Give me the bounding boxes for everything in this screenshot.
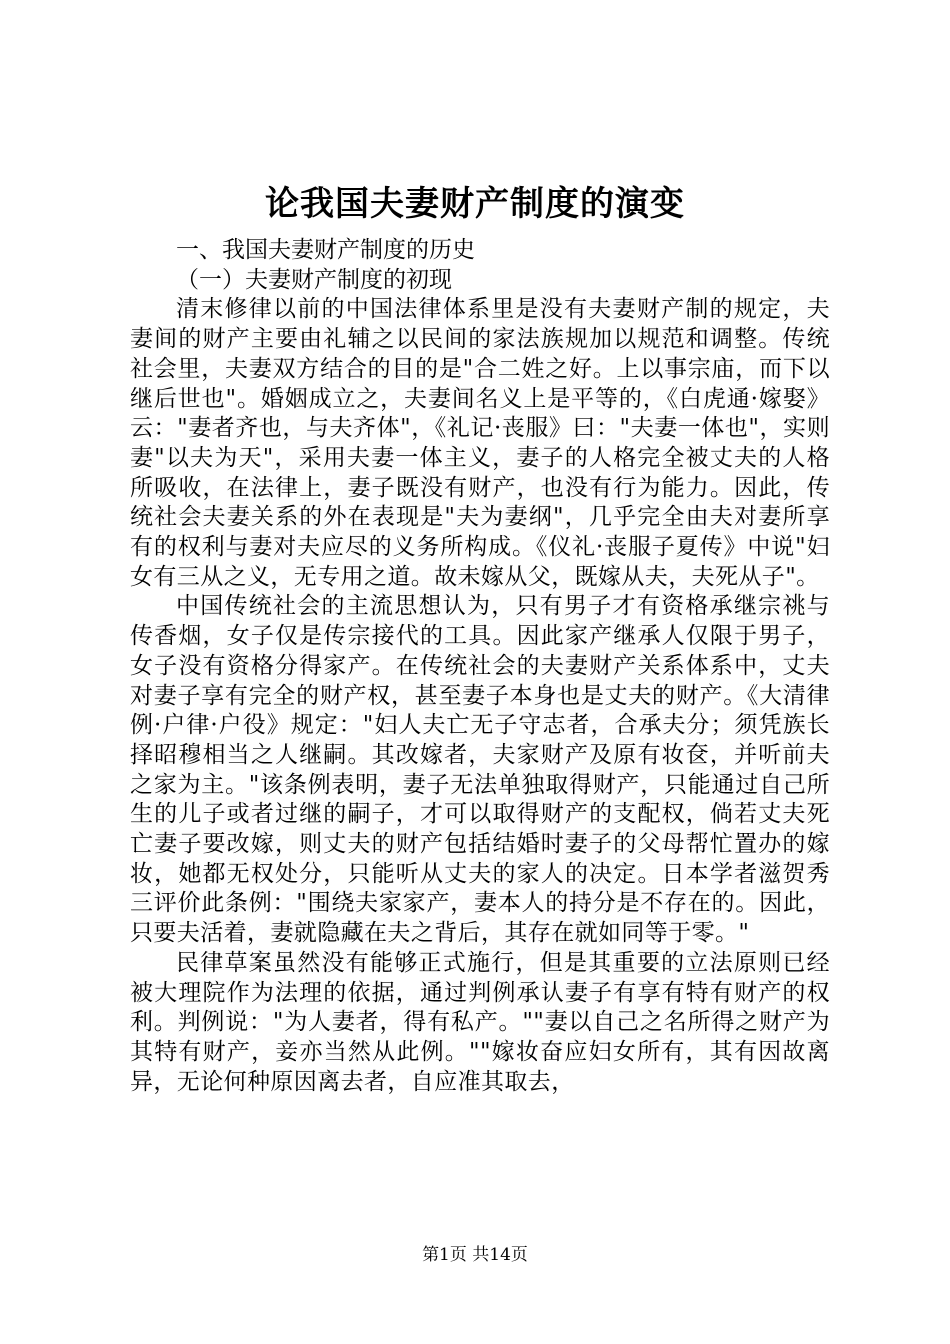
body-paragraph: 中国传统社会的主流思想认为，只有男子才有资格承继宗祧与传香烟，女子仅是传宗接代的工具。因此家产继承人仅限于男子，女子没有资格分得家产。在传统社会的夫妻财产关系体系中，丈夫对妻子享有完全的财产权，甚至妻子本身也是丈夫的财产。《大清律例·户律·户役》规定："妇人夫亡无子守志者，合承夫分；须凭族长择昭穆相当之人继嗣。其改嫁者，夫家财产及原有妆奁，并听前夫之家为主。"该条例表明，妻子无法单独取得财产，只能通过自己所生的儿子或者过继的嗣子，才可以取得财产的支配权，倘若丈夫死亡妻子要改嫁，则丈夫的财产包括结婚时妻子的父母帮忙置办的嫁妆，她都无权处分，只能听从丈夫的家人的决定。日本学者滋贺秀三评价此条例："围绕夫家家产，妻本人的持分是不存在的。因此，只要夫活着，妻就隐藏在夫之背后，其存在就如同等于零。": [130, 593, 830, 947]
document-body: [130, 236, 830, 1097]
section-heading: 一、我国夫妻财产制度的历史: [176, 237, 475, 263]
body-paragraph: 清末修律以前的中国法律体系里是没有夫妻财产制的规定，夫妻间的财产主要由礼辅之以民间的家法族规加以规范和调整。传统社会里，夫妻双方结合的目的是"合二姓之好。上以事宗庙，而下以继后世也"。婚姻成立之，夫妻间名义上是平等的，《白虎通·嫁娶》云："妻者齐也，与夫齐体"，《礼记·丧服》曰："夫妻一体也"，实则妻"以夫为天"，采用夫妻一体主义，妻子的人格完全被丈夫的人格所吸收，在法律上，妻子既没有财产，也没有行为能力。因此，传统社会夫妻关系的外在表现是"夫为妻纲"，几乎完全由夫对妻所享有的权利与妻对夫应尽的义务所构成。《仪礼·丧服子夏传》中说"妇女有三从之义，无专用之道。故未嫁从父，既嫁从夫，夫死从子"。: [130, 296, 830, 590]
body-paragraph: 民律草案虽然没有能够正式施行，但是其重要的立法原则已经被大理院作为法理的依据，通过判例承认妻子有享有特有财产的权利。判例说："为人妻者，得有私产。""妻以自己之名所得之财产为其特有财产，妾亦当然从此例。""嫁妆奋应妇女所有，其有因故离异，无论何种原因离去者，自应准其取去，: [130, 949, 830, 1095]
subsection-heading: （一）夫妻财产制度的初现: [176, 266, 452, 293]
document-title: 论我国夫妻财产制度的演变: [265, 184, 685, 224]
page-number-footer: 第1页 共14页: [422, 1245, 528, 1265]
